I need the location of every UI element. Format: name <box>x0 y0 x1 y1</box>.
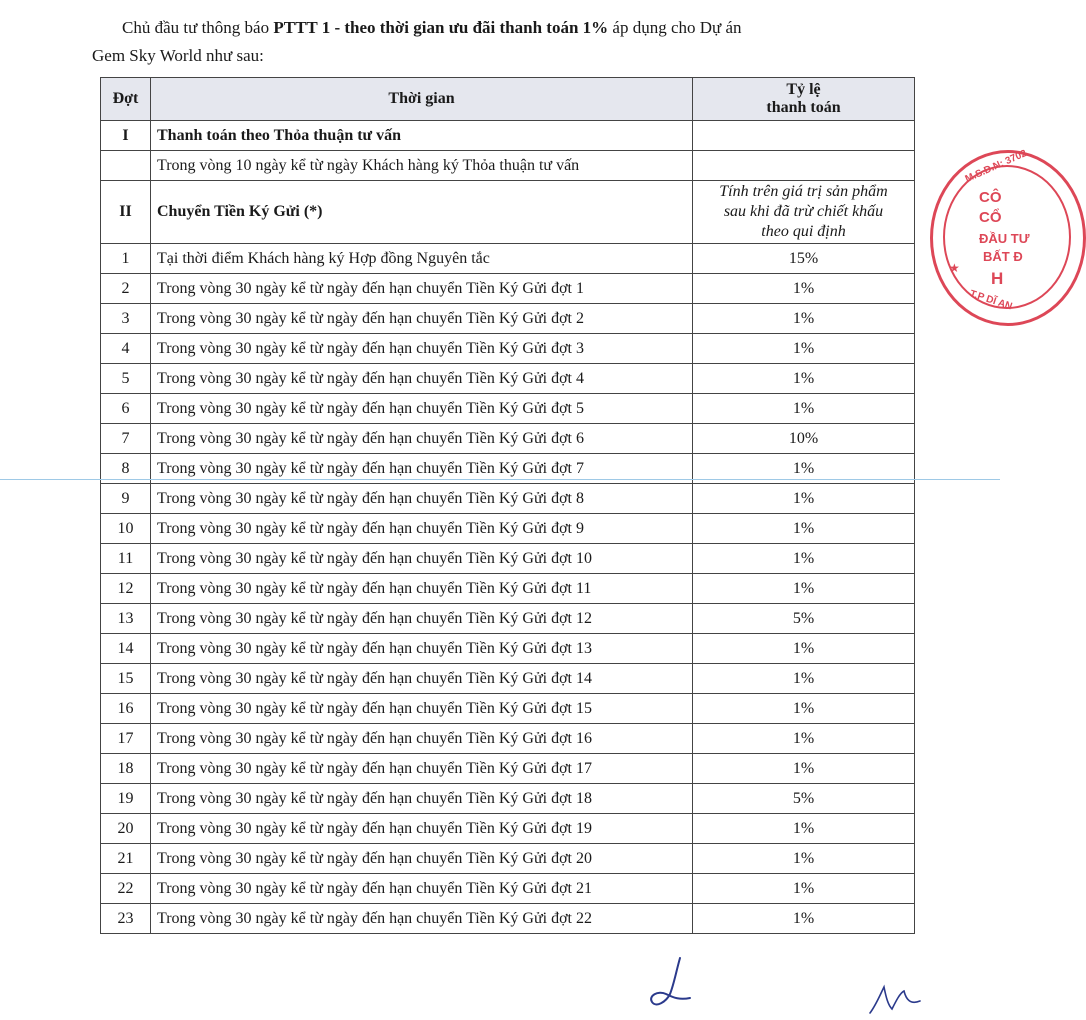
row-rate: 1% <box>693 574 915 604</box>
table-row <box>101 754 915 784</box>
table-row <box>101 304 915 334</box>
row-time: Trong vòng 30 ngày kể từ ngày đến hạn chuyển Tiền Ký Gửi đợt 20 <box>151 844 693 874</box>
header-time: Thời gian <box>151 78 693 121</box>
row-rate: 1% <box>693 394 915 424</box>
table-row <box>101 334 915 364</box>
row-time: Trong vòng 30 ngày kể từ ngày đến hạn chuyển Tiền Ký Gửi đợt 13 <box>151 634 693 664</box>
seal-line-1: CÔ <box>979 189 1002 206</box>
row-time: Trong vòng 30 ngày kể từ ngày đến hạn chuyển Tiền Ký Gửi đợt 2 <box>151 304 693 334</box>
row-time: Trong vòng 30 ngày kể từ ngày đến hạn chuyển Tiền Ký Gửi đợt 4 <box>151 364 693 394</box>
row-number: 4 <box>101 334 151 364</box>
row-time: Trong vòng 30 ngày kể từ ngày đến hạn chuyển Tiền Ký Gửi đợt 7 <box>151 454 693 484</box>
intro-line-2: Gem Sky World như sau: <box>92 46 264 65</box>
row-rate: 1% <box>693 814 915 844</box>
row-number: 16 <box>101 694 151 724</box>
row-time: Trong vòng 30 ngày kể từ ngày đến hạn chuyển Tiền Ký Gửi đợt 3 <box>151 334 693 364</box>
section-1-detail-rate <box>693 151 915 181</box>
table-row <box>101 244 915 274</box>
table-row <box>101 604 915 634</box>
row-rate: 1% <box>693 364 915 394</box>
row-rate: 1% <box>693 754 915 784</box>
row-time: Trong vòng 30 ngày kể từ ngày đến hạn chuyển Tiền Ký Gửi đợt 14 <box>151 664 693 694</box>
table-row <box>101 364 915 394</box>
row-time: Tại thời điểm Khách hàng ký Hợp đồng Nguyên tắc <box>151 244 693 274</box>
row-number: 3 <box>101 304 151 334</box>
row-time: Trong vòng 30 ngày kể từ ngày đến hạn chuyển Tiền Ký Gửi đợt 18 <box>151 784 693 814</box>
row-number: 5 <box>101 364 151 394</box>
row-number: 2 <box>101 274 151 304</box>
seal-line-4: BẤT Đ <box>983 249 1023 264</box>
table-row <box>101 634 915 664</box>
row-number: 6 <box>101 394 151 424</box>
seal-arc-top: M.S.D.N: 3702 <box>963 148 1029 185</box>
row-number: 9 <box>101 484 151 514</box>
section-2-title: Chuyển Tiền Ký Gửi (*) <box>151 181 693 244</box>
row-number: 18 <box>101 754 151 784</box>
table-row <box>101 814 915 844</box>
table-row <box>101 904 915 934</box>
section-1-detail-row <box>101 151 915 181</box>
section-2-note-line-3: theo qui định <box>761 223 846 240</box>
section-2-number: II <box>101 181 151 244</box>
row-rate: 1% <box>693 664 915 694</box>
row-time: Trong vòng 30 ngày kể từ ngày đến hạn chuyển Tiền Ký Gửi đợt 5 <box>151 394 693 424</box>
row-number: 22 <box>101 874 151 904</box>
row-number: 19 <box>101 784 151 814</box>
table-row <box>101 514 915 544</box>
row-number: 15 <box>101 664 151 694</box>
company-seal-stamp <box>930 150 1086 326</box>
row-rate: 5% <box>693 604 915 634</box>
section-1-detail-number <box>101 151 151 181</box>
seal-line-5: H <box>991 269 1004 288</box>
row-time: Trong vòng 30 ngày kể từ ngày đến hạn chuyển Tiền Ký Gửi đợt 6 <box>151 424 693 454</box>
row-rate: 5% <box>693 784 915 814</box>
header-installment: Đợt <box>101 78 151 121</box>
row-time: Trong vòng 30 ngày kể từ ngày đến hạn chuyển Tiền Ký Gửi đợt 12 <box>151 604 693 634</box>
section-2-note <box>693 181 915 244</box>
row-time: Trong vòng 30 ngày kể từ ngày đến hạn chuyển Tiền Ký Gửi đợt 15 <box>151 694 693 724</box>
seal-arc-bottom: T.P DĨ AN <box>968 288 1014 313</box>
row-number: 11 <box>101 544 151 574</box>
row-time: Trong vòng 30 ngày kể từ ngày đến hạn chuyển Tiền Ký Gửi đợt 8 <box>151 484 693 514</box>
row-number: 8 <box>101 454 151 484</box>
row-number: 10 <box>101 514 151 544</box>
intro-text-after: áp dụng cho Dự án <box>608 18 742 37</box>
row-time: Trong vòng 30 ngày kể từ ngày đến hạn chuyển Tiền Ký Gửi đợt 22 <box>151 904 693 934</box>
row-number: 12 <box>101 574 151 604</box>
row-rate: 1% <box>693 844 915 874</box>
row-time: Trong vòng 30 ngày kể từ ngày đến hạn chuyển Tiền Ký Gửi đợt 16 <box>151 724 693 754</box>
row-rate: 1% <box>693 484 915 514</box>
intro-text-before: Chủ đầu tư thông báo <box>122 18 274 37</box>
table-row <box>101 664 915 694</box>
intro-paragraph <box>92 14 922 70</box>
row-rate: 1% <box>693 874 915 904</box>
row-time: Trong vòng 30 ngày kể từ ngày đến hạn chuyển Tiền Ký Gửi đợt 9 <box>151 514 693 544</box>
seal-line-3: ĐẦU TƯ <box>979 231 1030 246</box>
section-row-1 <box>101 121 915 151</box>
row-number: 7 <box>101 424 151 454</box>
blue-guide-line <box>0 479 1000 480</box>
intro-text-bold: PTTT 1 - theo thời gian ưu đãi thanh toán 1% <box>273 18 609 37</box>
row-rate: 1% <box>693 544 915 574</box>
section-1-title: Thanh toán theo Thỏa thuận tư vấn <box>151 121 693 151</box>
row-time: Trong vòng 30 ngày kể từ ngày đến hạn chuyển Tiền Ký Gửi đợt 21 <box>151 874 693 904</box>
row-number: 14 <box>101 634 151 664</box>
row-rate: 1% <box>693 904 915 934</box>
table-row <box>101 484 915 514</box>
row-rate: 1% <box>693 724 915 754</box>
signature-2-icon <box>860 975 930 1020</box>
header-rate <box>693 78 915 121</box>
table-row <box>101 574 915 604</box>
header-rate-line-2: thanh toán <box>766 99 841 116</box>
row-time: Trong vòng 30 ngày kể từ ngày đến hạn chuyển Tiền Ký Gửi đợt 10 <box>151 544 693 574</box>
row-number: 21 <box>101 844 151 874</box>
row-rate: 1% <box>693 634 915 664</box>
row-rate: 1% <box>693 454 915 484</box>
table-row <box>101 874 915 904</box>
seal-line-2: CỔ <box>979 209 1002 226</box>
row-rate: 15% <box>693 244 915 274</box>
row-rate: 10% <box>693 424 915 454</box>
intro-line-1 <box>92 14 922 42</box>
table-row <box>101 694 915 724</box>
row-number: 17 <box>101 724 151 754</box>
section-row-2 <box>101 181 915 244</box>
table-row <box>101 424 915 454</box>
section-1-number: I <box>101 121 151 151</box>
table-row <box>101 274 915 304</box>
header-rate-line-1: Tỷ lệ <box>786 81 821 98</box>
section-2-note-line-1: Tính trên giá trị sản phẩm <box>719 183 888 200</box>
table-header-row <box>101 78 915 121</box>
table-row <box>101 844 915 874</box>
table-row <box>101 394 915 424</box>
row-number: 1 <box>101 244 151 274</box>
table-row <box>101 544 915 574</box>
payment-schedule-table <box>100 77 915 934</box>
row-time: Trong vòng 30 ngày kể từ ngày đến hạn chuyển Tiền Ký Gửi đợt 17 <box>151 754 693 784</box>
row-rate: 1% <box>693 274 915 304</box>
row-time: Trong vòng 30 ngày kể từ ngày đến hạn chuyển Tiền Ký Gửi đợt 19 <box>151 814 693 844</box>
row-number: 20 <box>101 814 151 844</box>
row-number: 23 <box>101 904 151 934</box>
row-rate: 1% <box>693 304 915 334</box>
row-time: Trong vòng 30 ngày kể từ ngày đến hạn chuyển Tiền Ký Gửi đợt 11 <box>151 574 693 604</box>
row-rate: 1% <box>693 334 915 364</box>
seal-star-icon: ★ <box>949 261 960 275</box>
row-time: Trong vòng 30 ngày kể từ ngày đến hạn chuyển Tiền Ký Gửi đợt 1 <box>151 274 693 304</box>
signature-1-icon <box>640 950 710 1020</box>
row-rate: 1% <box>693 694 915 724</box>
section-1-detail-text: Trong vòng 10 ngày kể từ ngày Khách hàng ký Thỏa thuận tư vấn <box>151 151 693 181</box>
section-1-rate <box>693 121 915 151</box>
table-row <box>101 784 915 814</box>
row-number: 13 <box>101 604 151 634</box>
section-2-note-line-2: sau khi đã trừ chiết khấu <box>723 203 884 220</box>
row-rate: 1% <box>693 514 915 544</box>
table-row <box>101 724 915 754</box>
